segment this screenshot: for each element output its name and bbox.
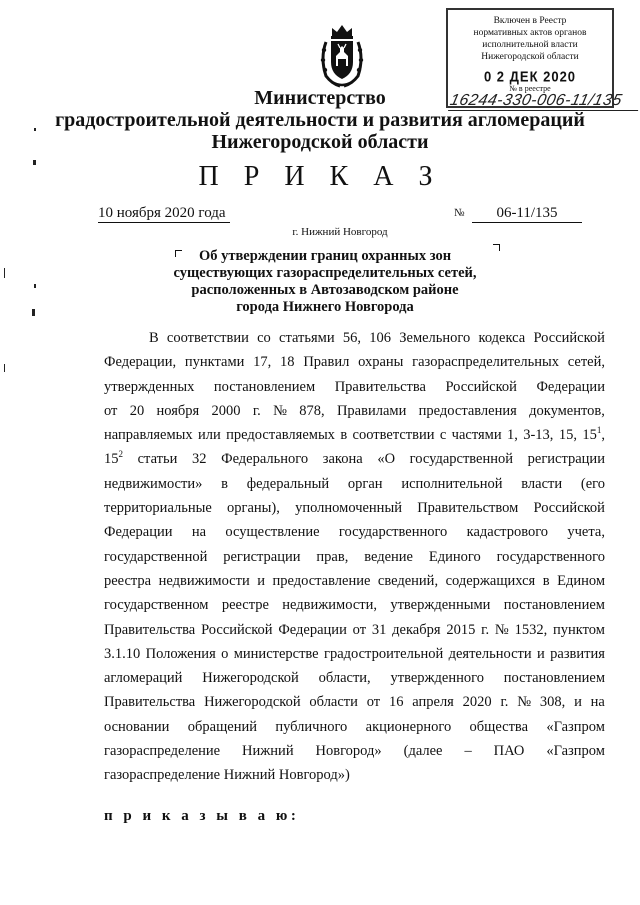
word: 878, [299, 402, 325, 419]
paragraph-line [104, 692, 605, 716]
word: публичного [275, 718, 348, 735]
word: государственного [338, 524, 448, 541]
word: Новгород» [315, 743, 382, 760]
word: (далее [403, 743, 443, 760]
word: в [221, 475, 228, 492]
word: власти [521, 475, 563, 492]
word: № [494, 621, 509, 638]
word: Правительством [417, 500, 519, 517]
word: государственной [104, 548, 208, 565]
line-text: , [601, 427, 605, 444]
scan-speck [4, 364, 5, 372]
order-word: п р и к а з ы в а ю: [104, 808, 300, 824]
word: статьями [279, 330, 335, 346]
word: государственном [104, 597, 209, 614]
stamp-reg-label: № в реестре [509, 84, 551, 93]
subject-corner-right [493, 244, 500, 251]
word: 20 [129, 402, 145, 419]
document-date: 10 ноября 2020 года [98, 205, 230, 223]
word: «О [377, 451, 396, 468]
word: 32 [191, 451, 207, 468]
superscript: 2 [118, 449, 123, 460]
coat-of-arms-icon [318, 22, 366, 90]
word: кодекса [478, 330, 526, 346]
word: утвержденными [390, 597, 491, 614]
document-type: П Р И К А З [198, 161, 442, 192]
document-city: г. Нижний Новгород [292, 226, 388, 238]
word: Российской [533, 330, 605, 346]
word: г. [500, 694, 509, 711]
word: Правил [303, 354, 350, 371]
word: от [352, 621, 367, 638]
word: обращений [187, 718, 257, 735]
word: ноября [156, 402, 200, 419]
paragraph-line [104, 522, 605, 546]
word: и [574, 694, 582, 711]
word: о [221, 645, 229, 662]
word: государственной [409, 451, 514, 468]
paragraph-line: газораспределение Нижний Новгород») [104, 767, 350, 784]
word: Правительства [104, 694, 196, 711]
word: недвижимости, [282, 597, 377, 614]
paragraph-line [104, 571, 605, 595]
word: пунктами [184, 354, 245, 371]
word: с [439, 427, 447, 444]
word: – [464, 743, 472, 760]
word: в [340, 427, 348, 444]
word: апреля [412, 694, 454, 711]
word: г. [481, 621, 490, 638]
paragraph-line [104, 668, 605, 692]
ministry-name-line3: Нижегородской области [211, 131, 429, 153]
line-text: 15 [104, 451, 119, 468]
paragraph-line [104, 401, 605, 425]
paragraph-line [104, 425, 605, 449]
word: 17, [253, 354, 272, 371]
word: утвержденного [390, 670, 484, 687]
paragraph-line [104, 595, 605, 619]
word: предоставления [418, 402, 517, 419]
paragraph-line [104, 474, 605, 498]
word: исполнительной [401, 475, 503, 492]
word: пунктом [553, 621, 605, 638]
word: 106 [369, 330, 391, 346]
word: постановлением [503, 597, 605, 614]
document-number-label: № [454, 207, 465, 219]
paragraph-line [104, 620, 605, 644]
word: сетей, [567, 354, 605, 371]
paragraph-line [104, 352, 605, 376]
stamp-line: Включен в Реестр [493, 16, 567, 26]
word: Земельного [399, 330, 471, 346]
word: Положения [145, 645, 216, 662]
stamp-date: 0 2 ДЕК 2020 [483, 68, 577, 85]
superscript: 1 [596, 425, 602, 436]
word: от [104, 402, 118, 419]
word: Единого [428, 548, 481, 565]
scan-speck [34, 128, 36, 131]
word: агломераций [104, 670, 183, 687]
word: Российской [201, 621, 273, 638]
ministry-name-line1: Министерство [254, 87, 386, 109]
word: документов, [529, 402, 605, 419]
word: содержащихся [445, 572, 536, 589]
word: «Газпром [546, 718, 605, 735]
word: Российской [445, 378, 517, 395]
word: газораспределение [104, 743, 221, 760]
word: от [366, 694, 381, 711]
word: Федерации [536, 378, 605, 395]
paragraph-line [104, 328, 605, 352]
word: декабря [392, 621, 441, 638]
word: № [273, 402, 287, 419]
word: на [590, 694, 605, 711]
word: ПАО [493, 743, 525, 760]
word: градостроительной [324, 645, 444, 662]
word: № [517, 694, 532, 711]
word: 16 [388, 694, 404, 711]
document-number: 06-11/135 [472, 205, 582, 223]
word: соответствии [166, 330, 249, 346]
stamp-line: исполнительной власти [482, 40, 578, 50]
word: или [198, 427, 221, 444]
word: утвержденных [104, 378, 195, 395]
word: ведение [364, 548, 413, 565]
paragraph-line [104, 741, 605, 765]
stamp-line: Нижегородской области [481, 52, 579, 62]
registry-number-handwritten: 16244-330-006-11/135 [448, 92, 640, 111]
word: федеральный [246, 475, 330, 492]
word: 3-13, [523, 427, 554, 444]
word: постановлением [213, 378, 316, 395]
word: в [542, 572, 550, 589]
word: и [257, 572, 265, 589]
word: 1532, [514, 621, 548, 638]
stamp-line: нормативных актов органов [473, 28, 587, 38]
word: акционерного [365, 718, 452, 735]
word: уполномоченный [295, 500, 402, 517]
word: 1, [506, 427, 518, 444]
subject-line: расположенных в Автозаводском районе [191, 282, 459, 298]
word: 3.1.10 [104, 645, 141, 662]
word: Российской [533, 500, 605, 517]
word: 56, [342, 330, 361, 346]
word: соответствии [352, 427, 435, 444]
word: В [149, 330, 159, 346]
word: Едином [557, 572, 605, 589]
paragraph-line [104, 547, 605, 571]
word: 18 [280, 354, 295, 371]
word: регистрации [223, 548, 301, 565]
word: реестре [221, 597, 269, 614]
subject-line: существующих газораспределительных сетей, [173, 265, 477, 281]
word: сведений, [377, 572, 439, 589]
document-subject [165, 248, 485, 316]
word: недвижимости [158, 572, 250, 589]
word: 2015 [446, 621, 476, 638]
word: деятельности [448, 645, 532, 662]
word: 308, [539, 694, 566, 711]
word: и [537, 645, 545, 662]
word: закона [322, 451, 363, 468]
word: реестра [104, 572, 152, 589]
word: газораспределительных [412, 354, 560, 371]
paragraph-line [104, 717, 605, 741]
word: орган [347, 475, 383, 492]
word: 2000 [211, 402, 241, 419]
word: развития [550, 645, 605, 662]
word: органы), [227, 500, 280, 517]
word: $15^1$, [582, 425, 605, 444]
paragraph-line [104, 644, 605, 668]
scan-speck [33, 160, 36, 165]
scan-speck [34, 284, 36, 288]
word: учета, [567, 524, 605, 541]
word: Федерации, [104, 354, 177, 371]
scan-speck [4, 268, 5, 278]
subject-line: Об утверждении границ охранных зон [198, 248, 452, 264]
word: регистрации [527, 451, 605, 468]
word: предоставление [272, 572, 371, 589]
word: Нижегородской [204, 694, 301, 711]
word: недвижимости» [104, 475, 203, 492]
word: области, [318, 670, 371, 687]
word: (его [580, 475, 605, 492]
word: Федерации [278, 621, 347, 638]
word: со [257, 330, 271, 346]
word: предоставляемых [226, 427, 335, 444]
word: Нижний [242, 743, 294, 760]
word: территориальные [104, 500, 212, 517]
word: направляемых [104, 427, 193, 444]
word: на [191, 524, 207, 541]
paragraph-line [104, 498, 605, 522]
word: области [309, 694, 358, 711]
word: г. [252, 402, 261, 419]
word: прав, [316, 548, 349, 565]
word: Нижегородской [202, 670, 299, 687]
word: 2020 [462, 694, 492, 711]
word: государственного [496, 548, 605, 565]
word: «Газпром [546, 743, 605, 760]
word: статьи [137, 451, 178, 468]
paragraph-line [104, 449, 605, 473]
word: Правилами [336, 402, 407, 419]
word: 15, [558, 427, 577, 444]
word: постановлением [503, 670, 605, 687]
scan-speck [32, 309, 35, 316]
word: охраны [358, 354, 404, 371]
word: кадастрового [466, 524, 549, 541]
word: Правительства [334, 378, 426, 395]
preamble-paragraph [104, 328, 605, 790]
word: Федерального [221, 451, 309, 468]
word: Федерации [104, 524, 173, 541]
paragraph-line [104, 377, 605, 401]
word: Правительства [104, 621, 196, 638]
word: частями [451, 427, 502, 444]
word: основании [104, 718, 170, 735]
word: 31 [371, 621, 387, 638]
word: общества [469, 718, 528, 735]
word: осуществление [225, 524, 320, 541]
word: министерстве [233, 645, 319, 662]
subject-line: города Нижнего Новгорода [236, 299, 414, 315]
ministry-name-line2: градостроительной деятельности и развития агломераций [55, 109, 585, 131]
